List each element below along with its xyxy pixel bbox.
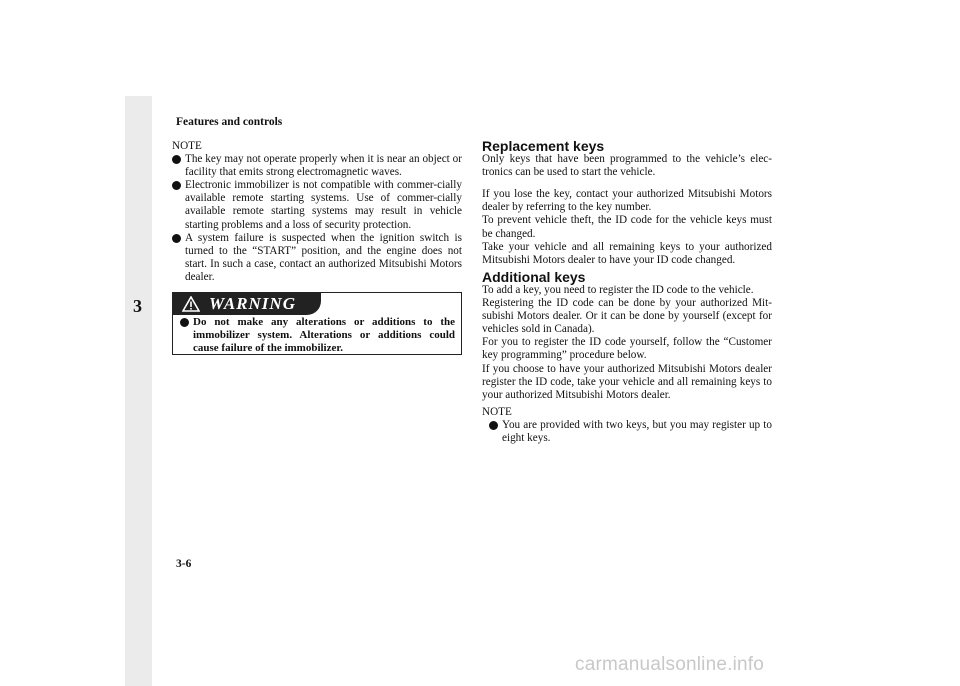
note-list <box>172 153 462 284</box>
note-list <box>482 419 772 445</box>
bullet-icon <box>172 181 181 190</box>
bullet-icon <box>489 421 498 430</box>
right-column <box>482 140 772 445</box>
paragraph: If you choose to have your authorized Mitsubishi Motors dealer register the ID code, take your vehicle and all remaining keys to your authorized Mitsubishi Motors dealer. <box>482 362 772 401</box>
note-label: NOTE <box>482 405 512 418</box>
note-item <box>172 232 462 284</box>
note-item <box>172 153 462 179</box>
note-text: The key may not operate properly when it is near an object or facility that emits strong electromagnetic waves. <box>185 153 462 179</box>
paragraph: If you lose the key, contact your authorized Mitsubishi Motors dealer by referring to the key number. <box>482 188 772 214</box>
note-item <box>172 179 462 231</box>
chapter-number: 3 <box>133 296 142 316</box>
left-column <box>172 140 462 355</box>
warning-item <box>180 316 455 355</box>
replacement-keys-title: Replacement keys <box>482 138 605 154</box>
chapter-tab <box>125 96 152 686</box>
warning-header <box>173 293 321 315</box>
warning-text: Do not make any alterations or additions to the immobilizer system. Alterations or additions could cause failure of the immobilizer. <box>193 316 455 355</box>
bullet-icon <box>180 318 189 327</box>
note-text: A system failure is suspected when the ignition switch is turned to the “START” position, and the engine does not start. In such a case, contact an authorized Mitsubishi Motors dealer. <box>185 231 462 283</box>
warning-box <box>172 292 462 355</box>
note-text: You are provided with two keys, but you may register up to eight keys. <box>502 418 772 444</box>
paragraph: Only keys that have been programmed to the vehicle’s elec-tronics can be used to start the vehicle. <box>482 153 772 179</box>
watermark: carmanualsonline.info <box>575 654 765 675</box>
bullet-icon <box>172 155 181 164</box>
note-item <box>489 419 772 445</box>
additional-keys-title: Additional keys <box>482 268 586 285</box>
page-number: 3-6 <box>176 558 192 570</box>
paragraph: For you to register the ID code yourself, follow the “Customer key programming” procedure below. <box>482 336 772 362</box>
page-header: Features and controls <box>176 116 283 128</box>
paragraph: To prevent vehicle theft, the ID code for the vehicle keys must be changed. <box>482 214 772 240</box>
paragraph: Take your vehicle and all remaining keys to your authorized Mitsubishi Motors dealer to have your ID code changed. <box>482 240 772 266</box>
note-text: Electronic immobilizer is not compatible with commer-cially available remote starting systems. Use of commer-cially available remote starting systems may result in vehicle starting problems and a loss of security protection. <box>185 179 462 231</box>
warning-body <box>180 316 455 355</box>
warning-title: WARNING <box>209 294 296 314</box>
bullet-icon <box>172 234 181 243</box>
paragraph: To add a key, you need to register the ID code to the vehicle. <box>482 283 754 296</box>
paragraph: Registering the ID code can be done by your authorized Mit-subishi Motors dealer. Or it can be done by yourself (except for vehicles sold in Canada). <box>482 297 772 336</box>
warning-triangle-icon <box>182 296 200 312</box>
note-label: NOTE <box>172 140 202 152</box>
